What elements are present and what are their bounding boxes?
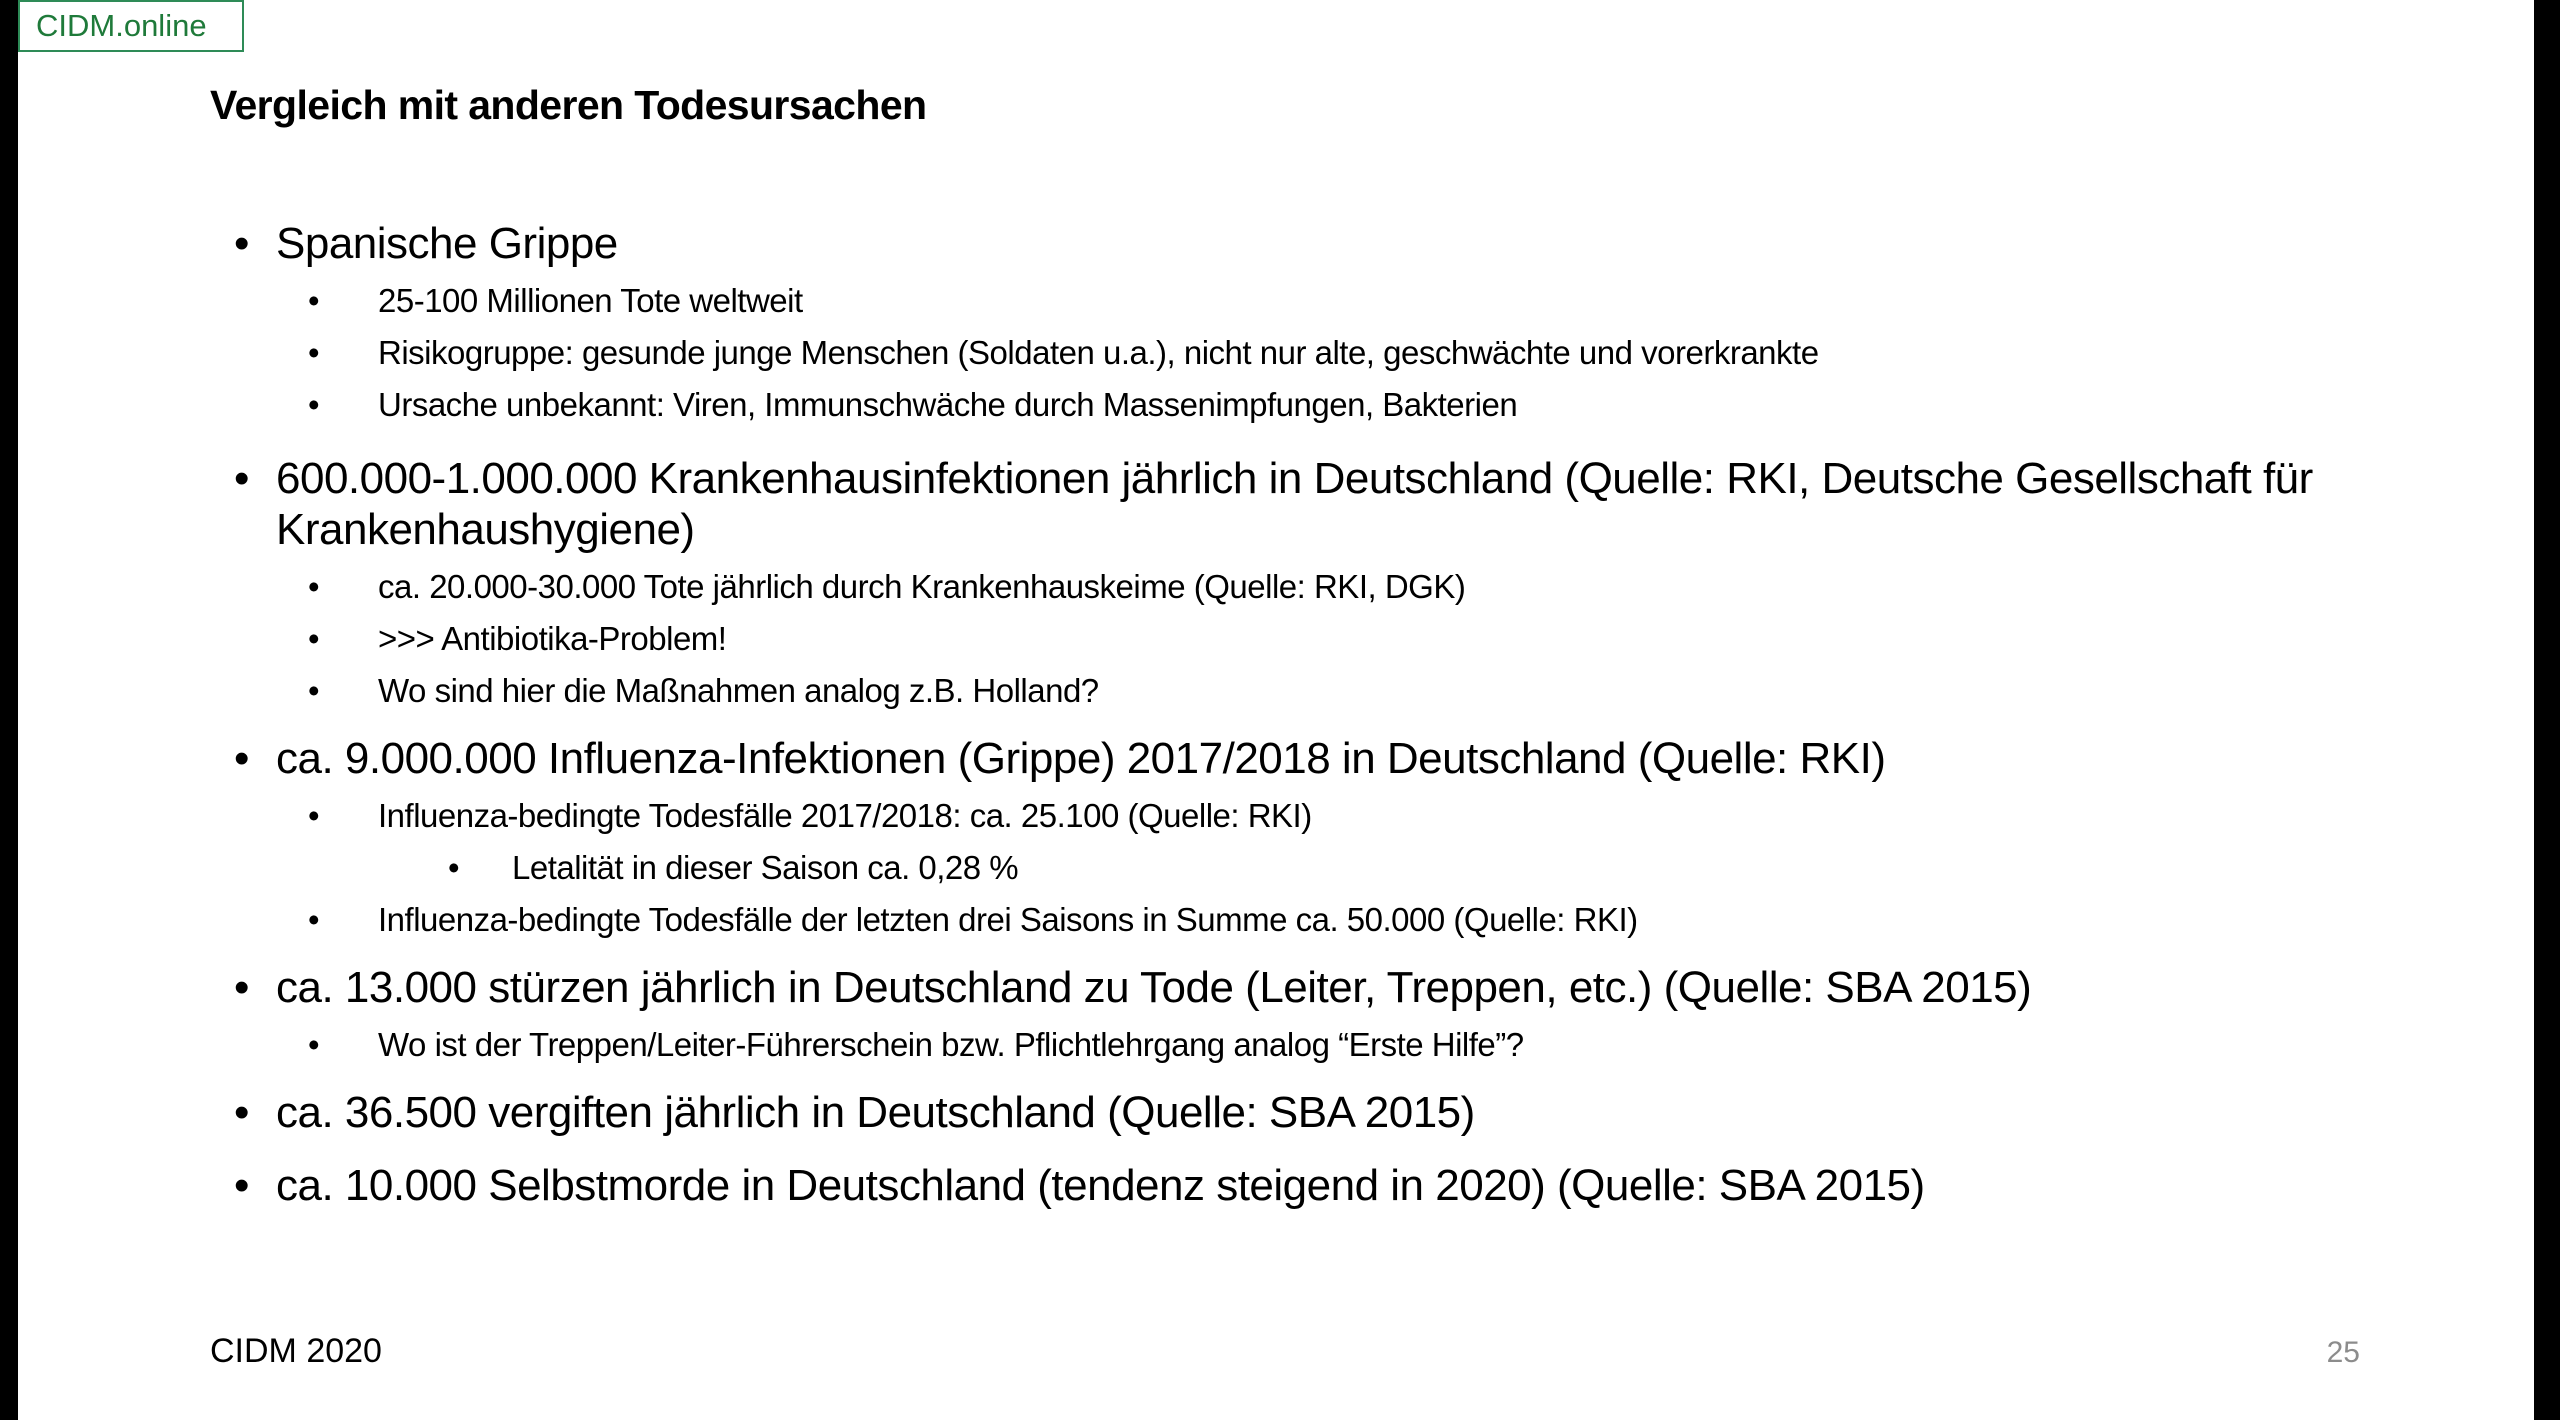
list-item xyxy=(210,1087,2350,1138)
sub-list-item xyxy=(210,281,2350,321)
list-item-text: ca. 36.500 vergiften jährlich in Deutschland (Quelle: SBA 2015) xyxy=(276,1088,1475,1137)
bullet-icon: • xyxy=(234,454,249,503)
footer-text: CIDM 2020 xyxy=(210,1332,382,1370)
sub-list-item xyxy=(210,619,2350,659)
list-item-text: ca. 13.000 stürzen jährlich in Deutschland zu Tode (Leiter, Treppen, etc.) (Quelle: SBA 2015) xyxy=(276,963,2032,1012)
bullet-icon: • xyxy=(308,282,320,319)
list-item-text: Spanische Grippe xyxy=(276,219,618,268)
sub-sub-list-item-text: Letalität in dieser Saison ca. 0,28 % xyxy=(512,849,1019,886)
page-number: 25 xyxy=(2326,1336,2360,1369)
bullet-icon: • xyxy=(234,734,249,783)
list-item xyxy=(210,218,2350,269)
sub-list-item xyxy=(210,900,2350,940)
sub-list-item-text: Ursache unbekannt: Viren, Immunschwäche durch Massenimpfungen, Bakterien xyxy=(378,386,1518,423)
bullet-icon: • xyxy=(308,568,320,605)
slide-title: Vergleich mit anderen Todesursachen xyxy=(210,82,927,128)
bullet-icon: • xyxy=(234,1161,249,1210)
bullet-icon: • xyxy=(308,1026,320,1063)
bullet-icon: • xyxy=(308,334,320,371)
bullet-icon: • xyxy=(234,219,249,268)
bullet-icon: • xyxy=(308,901,320,938)
sub-list-item-text: ca. 20.000-30.000 Tote jährlich durch Krankenhauskeime (Quelle: RKI, DGK) xyxy=(378,568,1466,605)
sub-list-item xyxy=(210,671,2350,711)
bullet-icon: • xyxy=(308,620,320,657)
slide xyxy=(18,0,2534,1420)
sub-list-item-text: Influenza-bedingte Todesfälle 2017/2018: ca. 25.100 (Quelle: RKI) xyxy=(378,797,1312,834)
bullet-icon: • xyxy=(308,797,320,834)
list-item-text: ca. 10.000 Selbstmorde in Deutschland (tendenz steigend in 2020) (Quelle: SBA 2015) xyxy=(276,1161,1925,1210)
list-item-text: 600.000-1.000.000 Krankenhausinfektionen jährlich in Deutschland (Quelle: RKI, Deutsche Gesellschaft für Krankenhaushygiene) xyxy=(276,454,2313,554)
list-item xyxy=(210,733,2350,784)
logo: CIDM.online xyxy=(18,0,244,52)
list-item-text: ca. 9.000.000 Influenza-Infektionen (Grippe) 2017/2018 in Deutschland (Quelle: RKI) xyxy=(276,734,1886,783)
sub-list-item xyxy=(210,1025,2350,1065)
sub-list-item-text: Wo sind hier die Maßnahmen analog z.B. Holland? xyxy=(378,672,1099,709)
bullet-icon: • xyxy=(234,1088,249,1137)
bullet-icon: • xyxy=(234,963,249,1012)
sub-list-item xyxy=(210,333,2350,373)
list-item xyxy=(210,1160,2350,1211)
list-item xyxy=(210,453,2350,555)
bullet-icon: • xyxy=(308,386,320,423)
sub-list-item-text: >>> Antibiotika-Problem! xyxy=(378,620,727,657)
bullet-icon: • xyxy=(448,849,460,886)
sub-list-item-text: 25-100 Millionen Tote weltweit xyxy=(378,282,803,319)
list-item xyxy=(210,962,2350,1013)
sub-list-item-text: Risikogruppe: gesunde junge Menschen (Soldaten u.a.), nicht nur alte, geschwächte und vorerkrankte xyxy=(378,334,1819,371)
sub-list-item-text: Influenza-bedingte Todesfälle der letzten drei Saisons in Summe ca. 50.000 (Quelle: RKI) xyxy=(378,901,1638,938)
sub-list-item xyxy=(210,567,2350,607)
bullet-list xyxy=(210,218,2350,1211)
sub-list-item xyxy=(210,385,2350,425)
sub-list-item xyxy=(210,796,2350,836)
bullet-icon: • xyxy=(308,672,320,709)
sub-sub-list-item xyxy=(210,848,2350,888)
sub-list-item-text: Wo ist der Treppen/Leiter-Führerschein bzw. Pflichtlehrgang analog “Erste Hilfe”? xyxy=(378,1026,1524,1063)
